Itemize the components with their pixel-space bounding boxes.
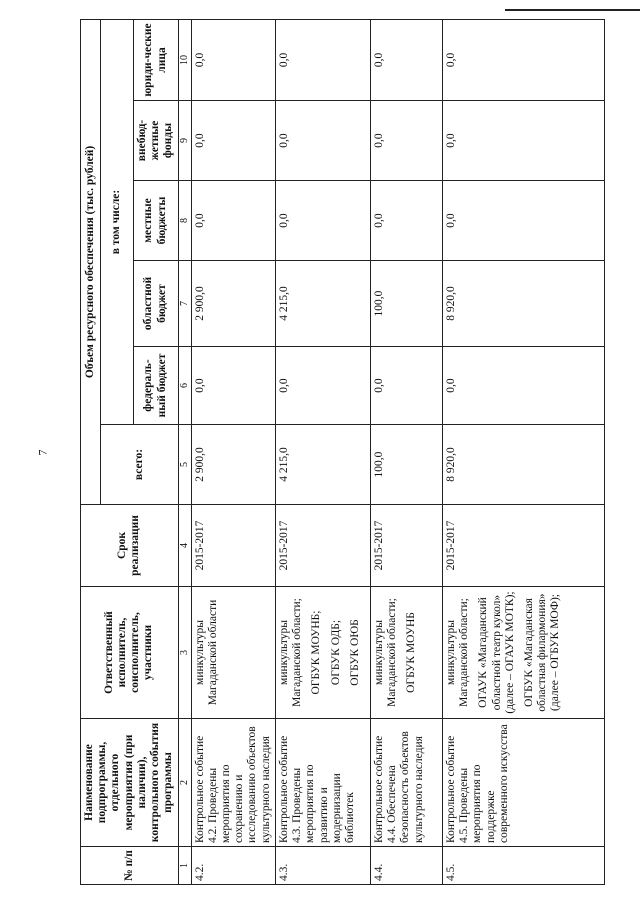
row-legal: 0,0 [275, 19, 370, 100]
row-total: 8 920,0 [442, 425, 604, 505]
table-row [275, 19, 370, 884]
row-local: 0,0 [370, 181, 442, 261]
row-period: 2015-2017 [191, 505, 275, 587]
header-regional: областной бюджет [133, 261, 178, 347]
row-period: 2015-2017 [370, 505, 442, 587]
resource-table [80, 19, 605, 885]
responsible-line: ОГБУК МОУНБ [405, 612, 418, 693]
row-offbudget: 0,0 [370, 101, 442, 181]
index-cell: 5 [178, 425, 191, 505]
page-number: 7 [35, 449, 50, 456]
index-cell: 7 [178, 261, 191, 347]
row-responsible [370, 587, 442, 719]
row-federal: 0,0 [191, 347, 275, 425]
row-local: 0,0 [442, 181, 604, 261]
responsible-line: минкультуры Магаданской области [193, 599, 219, 706]
row-num: 4.5. [442, 847, 604, 885]
row-total: 4 215,0 [275, 425, 370, 505]
rotated-table-area [80, 20, 590, 885]
header-num: № п/п [81, 847, 179, 885]
index-cell: 4 [178, 505, 191, 587]
row-federal: 0,0 [442, 347, 604, 425]
header-offbudget: внебюд-жетные фонды [133, 101, 178, 181]
row-offbudget: 0,0 [442, 101, 604, 181]
header-including: в том числе: [101, 19, 134, 424]
row-name: Контрольное событие 4.2. Проведены мероприятия по сохранению и исследованию объектов культурного наследия [191, 719, 275, 847]
header-name: Наименование подпрограммы, отдельного мероприятия (при наличии), контрольного события программы [81, 719, 179, 847]
row-regional: 100,0 [370, 261, 442, 347]
responsible-line: ОГАУК «Магаданский областной театр кукол» (далее – ОГАУК МОТК); [477, 591, 516, 714]
row-federal: 0,0 [370, 347, 442, 425]
header-resources: Объем ресурсного обеспечения (тыс. рублей) [81, 19, 101, 504]
index-cell: 1 [178, 847, 191, 885]
header-total: всего: [101, 425, 179, 505]
row-legal: 0,0 [191, 19, 275, 100]
responsible-line: ОГБУК ОЮБ [348, 619, 361, 686]
row-name: Контрольное событие 4.5. Проведены мероприятия по поддержке современного искусства [442, 719, 604, 847]
header-period: Срок реализации [81, 505, 179, 587]
header-responsible: Ответственный исполнитель, соисполнитель, участники [81, 587, 179, 719]
row-local: 0,0 [275, 181, 370, 261]
responsible-line: минкультуры Магаданской области; [277, 598, 304, 707]
responsible-line: минкультуры Магаданской области; [372, 598, 399, 707]
row-regional: 8 920,0 [442, 261, 604, 347]
row-period: 2015-2017 [442, 505, 604, 587]
table-row [442, 19, 604, 884]
index-cell: 2 [178, 719, 191, 847]
row-responsible [442, 587, 604, 719]
responsible-line: ОГБУК МОУНБ; [310, 610, 323, 695]
table-row [370, 19, 442, 884]
row-responsible [191, 587, 275, 719]
row-local: 0,0 [191, 181, 275, 261]
row-responsible [275, 587, 370, 719]
row-legal: 0,0 [442, 19, 604, 100]
row-offbudget: 0,0 [275, 101, 370, 181]
header-federal: федераль-ный бюджет [133, 347, 178, 425]
row-federal: 0,0 [275, 347, 370, 425]
index-cell: 10 [178, 19, 191, 100]
row-name: Контрольное событие 4.4. Обеспечена безопасность объектов культурного наследия [370, 719, 442, 847]
row-num: 4.3. [275, 847, 370, 885]
header-local: местные бюджеты [133, 181, 178, 261]
responsible-line: ОГБУК ОДБ; [329, 619, 342, 686]
row-legal: 0,0 [370, 19, 442, 100]
row-regional: 4 215,0 [275, 261, 370, 347]
index-cell: 9 [178, 101, 191, 181]
table-row [191, 19, 275, 884]
index-cell: 3 [178, 587, 191, 719]
responsible-line: минкультуры Магаданской области; [444, 598, 471, 707]
row-num: 4.2. [191, 847, 275, 885]
index-cell: 8 [178, 181, 191, 261]
responsible-line: ОГБУК «Магаданская областная филармония» (далее – ОГБУК МОФ); [523, 593, 562, 712]
row-total: 2 900,0 [191, 425, 275, 505]
index-row [178, 19, 191, 884]
row-regional: 2 900,0 [191, 261, 275, 347]
top-rule [505, 9, 640, 11]
header-legal: юриди-ческие лица [133, 19, 178, 100]
row-total: 100,0 [370, 425, 442, 505]
row-offbudget: 0,0 [191, 101, 275, 181]
row-period: 2015-2017 [275, 505, 370, 587]
row-name: Контрольное событие 4.3. Проведены мероприятия по развитию и модернизации библиотек [275, 719, 370, 847]
row-num: 4.4. [370, 847, 442, 885]
index-cell: 6 [178, 347, 191, 425]
